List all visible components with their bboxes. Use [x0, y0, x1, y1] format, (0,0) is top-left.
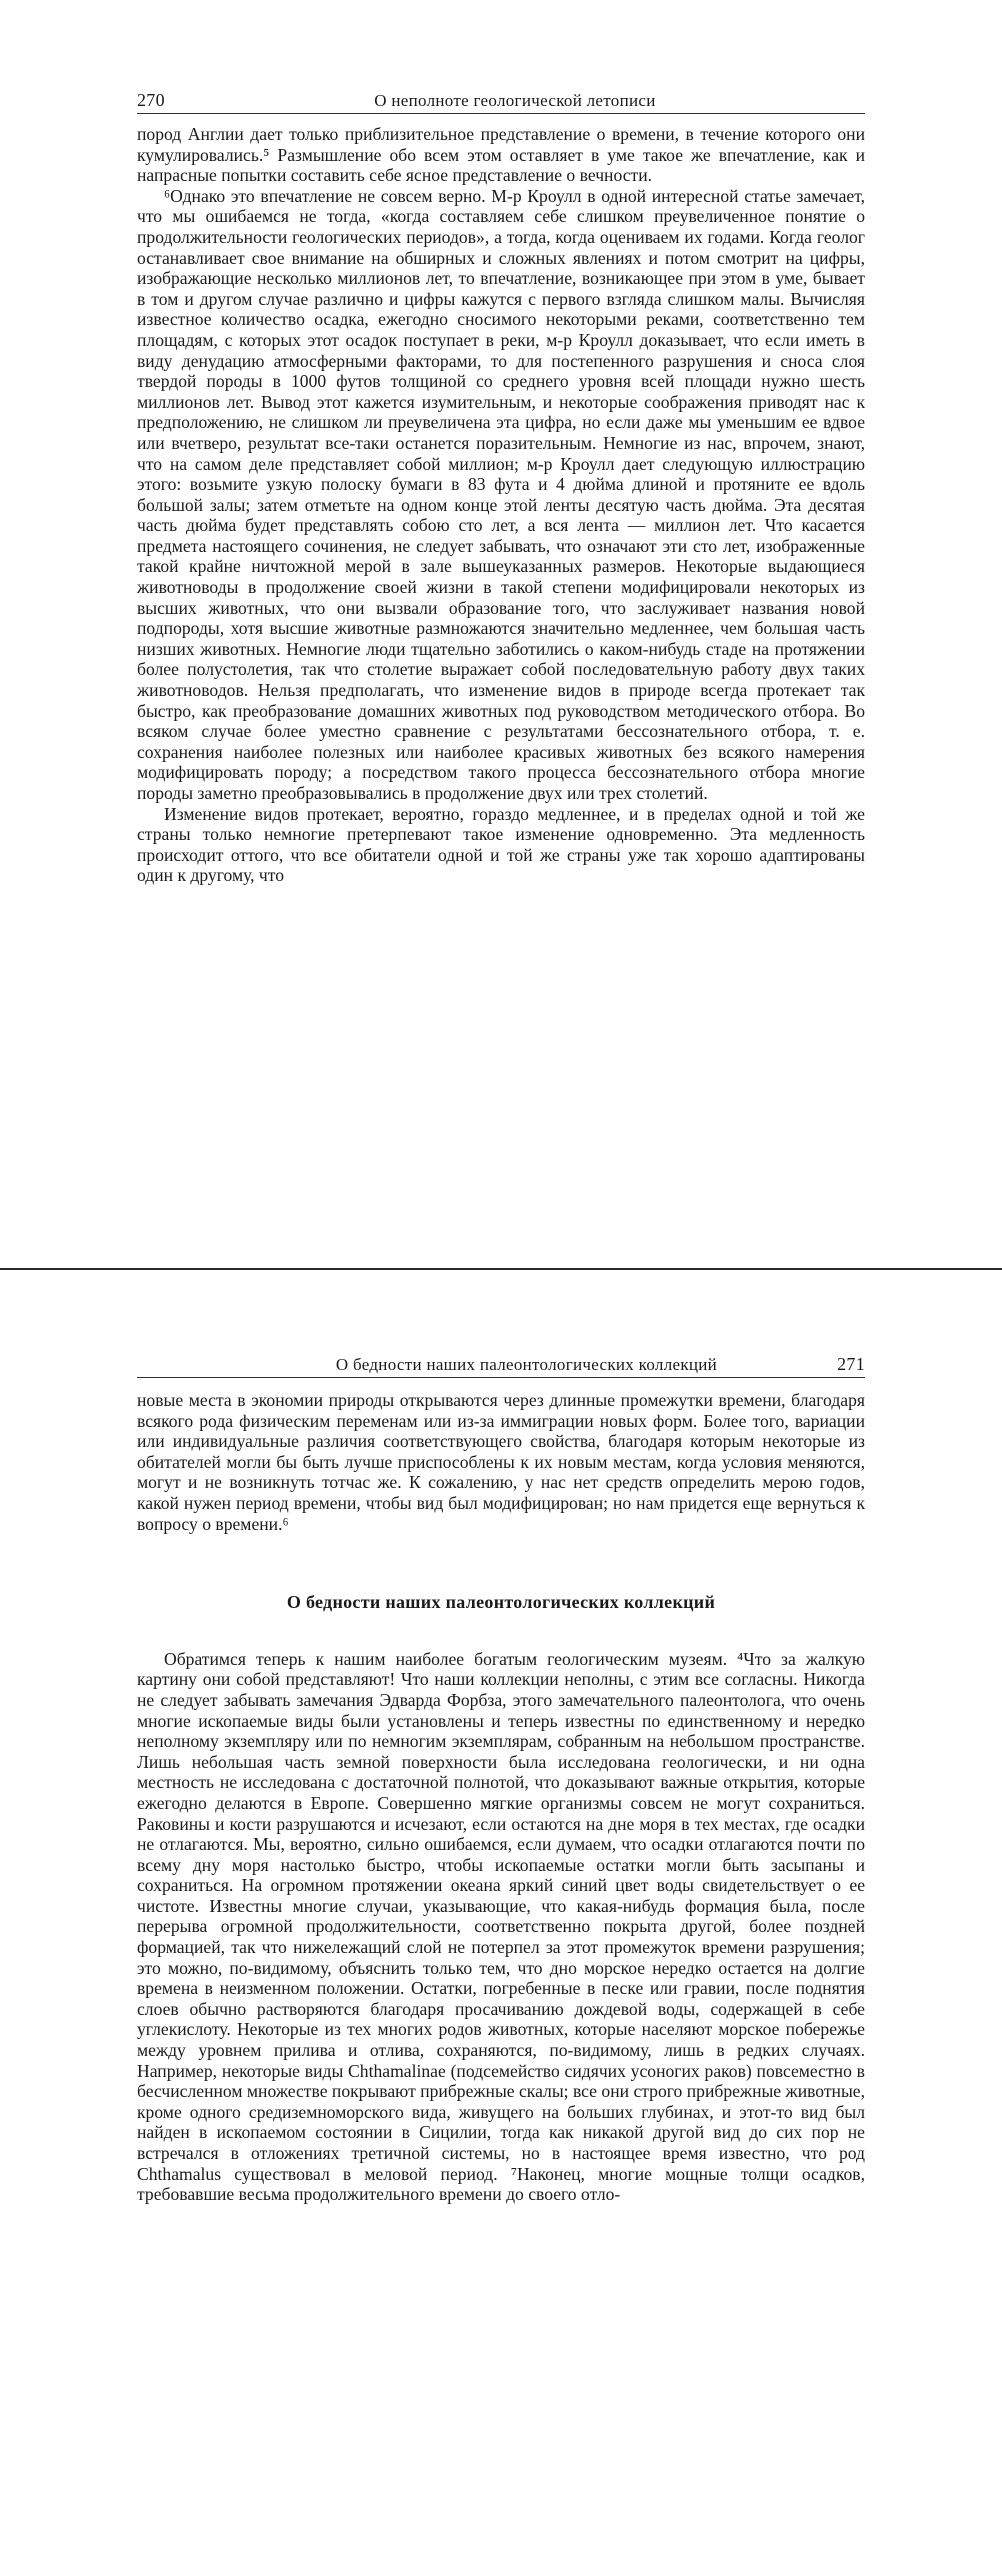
running-head-271	[137, 1352, 865, 1378]
running-head-270	[137, 88, 865, 114]
paragraph: Обратимся теперь к нашим наиболее богатым геологическим музеям. ⁴Что за жалкую картину они собой представляют! Что наши коллекции неполны, с этим все согласны. Никогда не следует забывать замечания Эдварда Форбза, этого замечательного палеонтолога, что очень многие ископаемые виды были установлены и теперь известны по единственному и нередко неполному экземпляру или по немногим экземплярам, собранным на небольшом пространстве. Лишь небольшая часть земной поверхности была исследована геологически, и ни одна местность не исследована с достаточной полнотой, что доказывают важные открытия, которые ежегодно делаются в Европе. Совершенно мягкие организмы совсем не могут сохраниться. Раковины и кости разрушаются и исчезают, если остаются на дне моря в тех местах, где осадки не отлагаются. Мы, вероятно, сильно ошибаемся, если думаем, что осадки отлагаются почти по всему дну моря настолько быстро, чтобы ископаемые остатки могли быть засыпаны и сохраниться. На огромном протяжении океана яркий синий цвет воды свидетельствует о ее чистоте. Известны многие случаи, указывающие, что какая-нибудь формация была, после перерыва огромной продолжительности, соответственно покрыта другой, более поздней формацией, так что нижележащий слой не потерпел за этот промежуток времени разрушения; это можно, по-видимому, объяснить только тем, что дно морское нередко остается на долгие времена в неизменном положении. Остатки, погребенные в песке или гравии, после поднятия слоев обычно растворяются благодаря просачиванию дождевой воды, содержащей в себе углекислоту. Некоторые из тех многих родов животных, которые населяют морское побережье между уровнем прилива и отлива, сохраняются, по-видимому, лишь в редких случаях. Например, некоторые виды Chthamalinae (подсемейство сидячих усоногих раков) повсеместно в бесчисленном множестве покрывают прибрежные скалы; все они строго прибрежные животные, кроме одного средиземноморского вида, живущего на больших глубинах, и этот-то вид был найден в ископаемом состоянии в Сицилии, тогда как никакой другой вид до сих пор не встречался в отложениях третичной системы, но в настоящее время известно, что род Chthamalus существовал в меловой период. ⁷Наконец, многие мощные толщи осадков, требовавшие весьма продолжительного времени до своего отло-	[137, 1648, 865, 2205]
page-number: 270	[137, 90, 165, 110]
running-head-title: О неполноте геологической летописи	[374, 91, 656, 110]
page-271	[0, 1280, 1002, 2554]
running-head-title: О бедности наших палеонтологических коллекций	[335, 1355, 718, 1374]
paragraph: новые места в экономии природы открываются через длинные промежутки времени, благодаря всякого рода физическим переменам или из-за иммиграции новых форм. Более того, вариации или индивидуальные различия соответствующего свойства, благодаря которым некоторые из обитателей могли бы быть лучше приспособлены к их новым местам, когда условия меняются, могут и не возникнуть тотчас же. К сожалению, у нас нет средств определить мерою годов, какой нужен период времени, чтобы вид был модифицирован; но нам придется еще вернуться к вопросу о времени.⁶	[137, 1390, 865, 1534]
paragraph: ⁶Однако это впечатление не совсем верно. М-р Кроулл в одной интересной статье замечает, что мы ошибаемся не тогда, «когда составляем себе слишком преувеличенное понятие о продолжительности геологических периодов», а тогда, когда оцениваем их годами. Когда геолог останавливает свое внимание на обширных и сложных явлениях и потом смотрит на цифры, изображающие несколько миллионов лет, то впечатление, возникающее при этом в уме, бывает в том и другом случае различно и цифры кажутся с первого взгляда слишком малы. Вычисляя известное количество осадка, ежегодно сносимого некоторыми реками, соответственно тем площадям, с которых этот осадок поступает в реки, м-р Кроулл доказывает, что если иметь в виду денудацию атмосферными факторами, то для постепенного разрушения и сноса слоя твердой породы в 1000 футов толщиной со среднего уровня всей площади нужно шесть миллионов лет. Вывод этот кажется изумительным, и некоторые соображения приводят нас к предположению, не слишком ли преувеличена эта цифра, но если даже мы уменьшим ее вдвое или вчетверо, результат все-таки останется поразительным. Немногие из нас, впрочем, знают, что на самом деле представляет собой миллион; м-р Кроулл дает следующую иллюстрацию этого: возьмите узкую полоску бумаги в 83 фута и 4 дюйма длиной и протяните ее вдоль большой залы; затем отметьте на одном конце этой ленты десятую часть дюйма. Эта десятая часть дюйма будет представлять собою сто лет, а вся лента — миллион лет. Что касается предмета настоящего сочинения, не следует забывать, что означают эти сто лет, изображенные такой крайне ничтожной мерой в зале вышеуказанных размеров. Некоторые выдающиеся животноводы в продолжение своей жизни в такой степени модифицировали некоторых из высших животных, что они вызвали образование того, что заслуживает названия новой подпороды, хотя высшие животные размножаются значительно медленнее, чем большая часть низших животных. Немногие люди тщательно заботились о каком-нибудь стаде на протяжении более полустолетия, так что столетие выражает собой последовательную работу двух таких животноводов. Нельзя предполагать, что изменение видов в природе всегда протекает так быстро, как преобразование домашних животных под руководством методического отбора. Во всяком случае более уместно сравнение с результатами бессознательного отбора, т. е. сохранения наиболее полезных или наиболее красивых животных без всякого намерения модифицировать породу; а посредством такого процесса бессознательного отбора многие породы заметно преобразовывались в продолжение двух или трех столетий.	[137, 185, 865, 803]
body-text	[137, 1390, 865, 2205]
paragraph: пород Англии дает только приблизительное представление о времени, в течение которого они кумулировались.⁵ Размышление обо всем этом оставляет в уме такое же впечатление, как и напрасные попытки составить себе ясное представление о вечности.	[137, 124, 865, 186]
paragraph: Изменение видов протекает, вероятно, гораздо медленнее, и в пределах одной и той же страны только немногие претерпевают такое изменение одновременно. Эта медленность происходит оттого, что все обитатели одной и той же страны уже так хорошо адаптированы один к другому, что	[137, 803, 865, 886]
page-270	[0, 0, 1002, 1270]
page-number: 271	[837, 1354, 865, 1374]
body-text	[137, 124, 865, 886]
section-heading: О бедности наших палеонтологических коллекций	[286, 1592, 716, 1613]
